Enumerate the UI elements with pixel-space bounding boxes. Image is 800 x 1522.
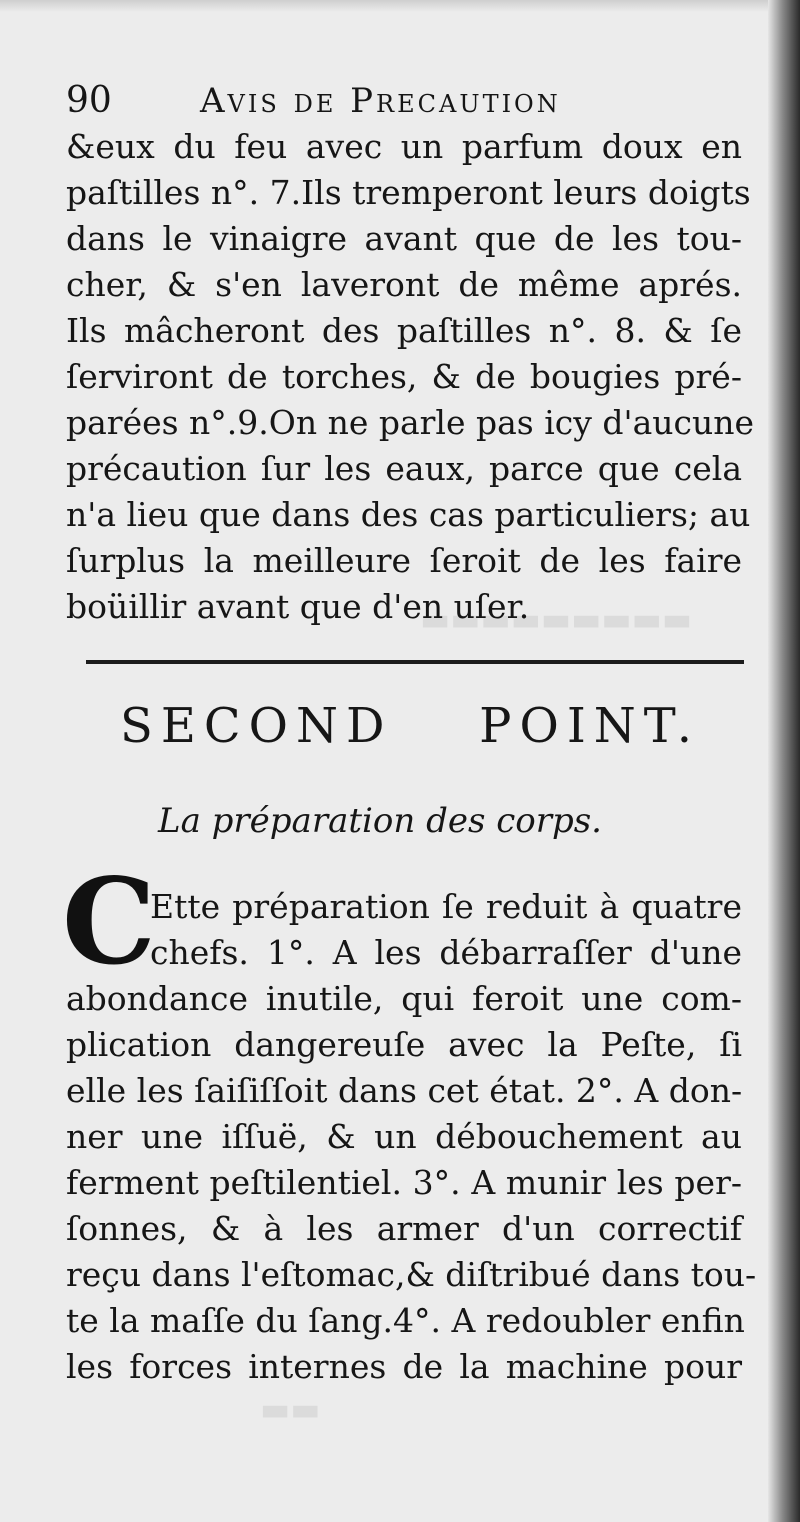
text-line: paſtilles n°. 7.Ils tremperont leurs doigts xyxy=(66,173,751,212)
text-line: n'a lieu que dans des cas particuliers; au xyxy=(66,495,751,534)
text-line: boüillir avant que d'en uſer. xyxy=(66,587,530,626)
page-header xyxy=(66,78,746,124)
text-line: ferment peſtilentiel. 3°. A munir les per- xyxy=(66,1163,742,1202)
text-line: ner une iſſuë, & un débouchement au xyxy=(66,1117,742,1156)
text-line: cher, & s'en laveront de même aprés. xyxy=(66,265,742,304)
section-title: SECOND POINT. xyxy=(120,698,700,754)
text-line: chefs. 1°. A les débarraſſer d'une xyxy=(150,933,742,972)
text-line: &eux du feu avec un parfum doux en xyxy=(66,127,742,166)
running-head: Avis de Precaution xyxy=(200,81,561,121)
text-line: reçu dans l'eſtomac,& diſtribué dans tou- xyxy=(66,1255,757,1294)
text-line: te la maſſe du ſang.4°. A redoubler enfin xyxy=(66,1301,745,1340)
section-subtitle: La préparation des corps. xyxy=(158,801,602,841)
text-line: parées n°.9.On ne parle pas icy d'aucune xyxy=(66,403,755,442)
text-line: abondance inutile, qui feroit une com- xyxy=(66,979,742,1018)
page-top-edge xyxy=(0,0,800,12)
text-line: ſerviront de torches, & de bougies pré- xyxy=(66,357,742,396)
text-line: elle les ſaiſiſſoit dans cet état. 2°. A don- xyxy=(66,1071,743,1110)
text-line: Ette préparation ſe reduit à quatre xyxy=(150,887,742,926)
drop-cap: C xyxy=(62,852,156,991)
text-line: plication dangereuſe avec la Peſte, ſi xyxy=(66,1025,742,1064)
text-line: ſonnes, & à les armer d'un correctif xyxy=(66,1209,742,1248)
text-line: les forces internes de la machine pour xyxy=(66,1347,742,1386)
show-through-mark: ▬▬▬▬▬▬▬▬▬ xyxy=(420,600,693,638)
show-through-mark: ▬▬ xyxy=(260,1390,321,1428)
text-line: ſurplus la meilleure ſeroit de les faire xyxy=(66,541,742,580)
page-number: 90 xyxy=(66,80,112,121)
text-line: Ils mâcheront des paſtilles n°. 8. & ſe xyxy=(66,311,742,350)
binding-shadow xyxy=(768,0,800,1522)
section-divider xyxy=(86,660,744,664)
text-line: dans le vinaigre avant que de les tou- xyxy=(66,219,742,258)
text-line: précaution ſur les eaux, parce que cela xyxy=(66,449,742,488)
